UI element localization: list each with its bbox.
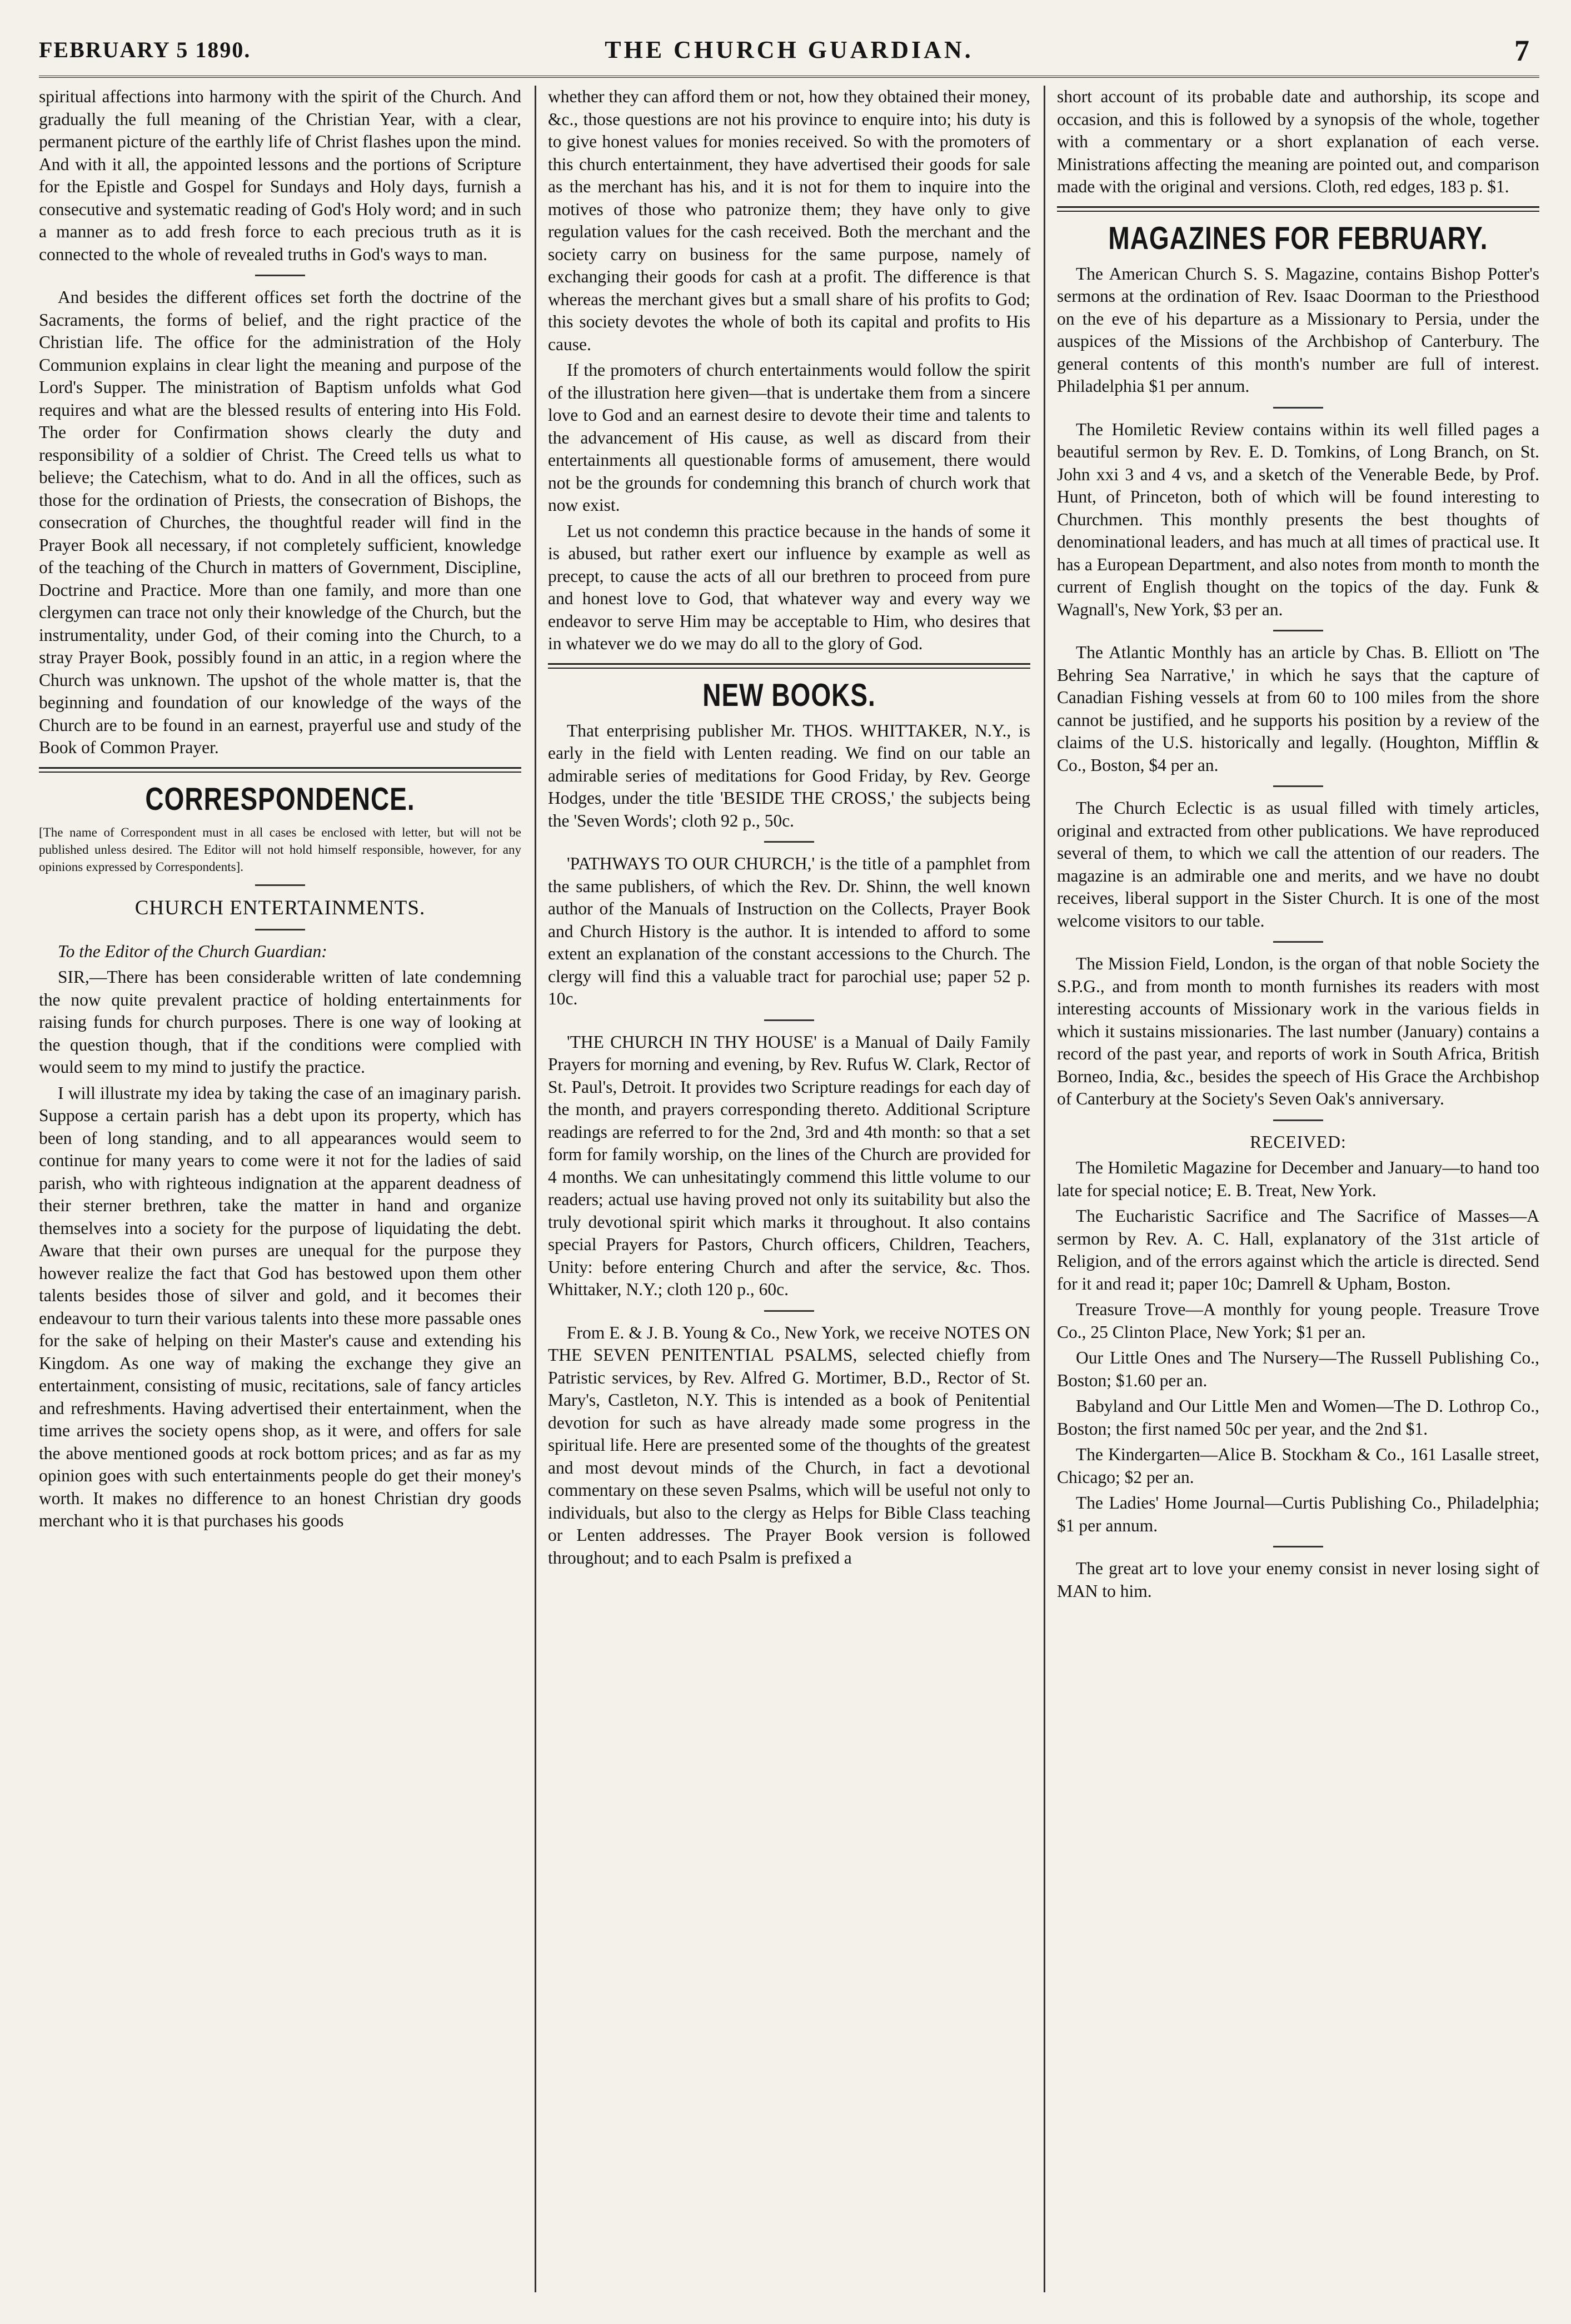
letter-paragraph: Let us not condemn this practice because in the hands of some it is abused, but rather exert our influence by example as well as precept, to cause the acts of all our brethren to proceed from pure and honest love to God, that whatever way and every way we endeavor to serve Him may be acceptable to Him, who desires that in whatever we do we may do all to the glory of God.: [548, 521, 1030, 653]
article-paragraph: And besides the different offices set forth the doctrine of the Sacraments, the forms of belief, and the right practice of the Christian life. The office for the administration of the Holy Communion explains in clear light the meaning and purpose of the Lord's Supper. The ministration of Baptism unfolds what God requires and what are the blessed results of entering into His Fold. The order for Confirmation shows clearly the duty and responsibility of a soldier of Christ. The Creed tells us what to believe; the Catechism, what to do. And in all the offices, such as those for the ordination of Priests, the consecration of Bishops, the consecration of Churches, the thoughtful reader will find in the Prayer Book all necessary, if not completely sufficient, knowledge of the teaching of the Church in matters of Government, Discipline, Doctrine and Practice. More than one family, and more than one clergymen can trace not only their knowledge of the Church, but the instrumentality, under God, of their coming into the Church, to a stray Prayer Book, possibly found in an attic, in a region where the Church was unknown. The upshot of the whole matter is, that the beginning and foundation of our knowledge of the ways of the Church are to be found in an earnest, prayerful use and study of the Book of Common Prayer.: [39, 287, 521, 757]
section-divider: [548, 663, 1030, 669]
issue-date: FEBRUARY 5 1890.: [39, 37, 251, 62]
letter-paragraph: whether they can afford them or not, how they obtained their money, &c., those questions are not his province to enquire into; his duty is to give honest values for monies received. So with the promoters of this church entertainment, they have advertised their goods for sale as the merchant has his, and it is not for them to inquire into the motives of those who patronize them; they have only to give regulation values for the cash received. Both the merchant and the society carry on business for the same purpose, namely of exchanging their goods for cash at a profit. The difference is that whereas the merchant gives but a small share of his profits to God; this society devotes the whole of both its capital and profits to His cause.: [548, 87, 1030, 354]
letter-paragraph: I will illustrate my idea by taking the case of an imaginary parish. Suppose a certain parish has a debt upon its property, which has been of long standing, and to all appearances would seem to continue for many years to come were it not for the ladies of said parish, who with righteous indignation at the apparent deadness of their sterner brethren, take the matter in hand and organize themselves into a society for the purpose of liquidating the debt. Aware that their own purses are unequal for the purpose they however realize the fact that God has bestowed upon them other talents besides those of silver and gold, and it becomes their endeavour to turn their various talents into these more passable ones for the sake of helping on their Master's cause and extending his Kingdom. As one way of making the exchange they give an entertainment, consisting of music, recitations, sale of fancy articles and refreshments. Having advertised their entertainment, when the time arrives the society opens shop, as it were, and offers for sale the above mentioned goods at rock bottom prices; and as far as my opinion goes with such entertainments people do get their money's worth. It makes no difference to an honest Christian dry goods merchant who it is that purchases his goods: [39, 1083, 521, 1530]
received-item: Treasure Trove—A monthly for young people. Treasure Trove Co., 25 Clinton Place, New York; $1 per an.: [1057, 1300, 1539, 1342]
newspaper-title: THE CHURCH GUARDIAN.: [605, 36, 974, 63]
received-item: The Eucharistic Sacrifice and The Sacrifice of Masses—A sermon by Rev. A. C. Hall, explanatory of the 31st article of Religion, and of the errors against which the article is directed. Send for it and read it; paper 10c; Damrell & Upham, Boston.: [1057, 1206, 1539, 1293]
separator: [255, 884, 305, 886]
section-divider: [39, 767, 521, 773]
separator: [1273, 1546, 1323, 1547]
separator: [1273, 630, 1323, 631]
letter-paragraph: SIR,—There has been considerable written of late condemning the now quite prevalent practice of holding entertainments for raising funds for church purposes. There is one way of looking at the question though, that if the conditions were complied with would seem to my mind to justify the practice.: [39, 967, 521, 1077]
received-item: The Kindergarten—Alice B. Stockham & Co., 161 Lasalle street, Chicago; $2 per an.: [1057, 1445, 1539, 1487]
article-title: CHURCH ENTERTAINMENTS.: [134, 896, 426, 919]
separator: [255, 275, 305, 276]
magazine-review: The Homiletic Review contains within its well filled pages a beautiful sermon by Rev. E. D. Tomkins, of Long Branch, on St. John xxi 3 and 4 vs, and a sketch of the Venerable Bede, by Prof. Hunt, of Princeton, both of which will be found interesting to Churchmen. This monthly presents the best thoughts of denominational leaders, and has much at all times of practical use. It has a European Department, and also notes from month to month the current of English thought on the topics of the day. Funk & Wagnall's, New York, $3 per an.: [1057, 419, 1539, 619]
column-1: [39, 86, 521, 2298]
received-item: The Homiletic Magazine for December and January—to hand too late for special notice; E. B. Treat, New York.: [1057, 1158, 1539, 1200]
magazine-review: The Atlantic Monthly has an article by Chas. B. Elliott on 'The Behring Sea Narrative,' in which he says that the capture of Canadian Fishing vessels at from 60 to 100 miles from the shore cannot be justified, and he supports his position by a review of the claims of the U.S. historically and legally. (Houghton, Mifflin & Co., Boston, $4 per an.: [1057, 643, 1539, 775]
received-heading: RECEIVED:: [1250, 1132, 1346, 1152]
column-3: [1057, 86, 1539, 2298]
separator: [1273, 785, 1323, 787]
page-number: 7: [1514, 34, 1529, 67]
book-review: short account of its probable date and authorship, its scope and occasion, and this is followed by a synopsis of the whole, together with a commentary or a short explanation of each verse. Ministrations affecting the meaning are pointed out, and comparison made with the original and versions. Cloth, red edges, 183 p. $1.: [1057, 87, 1539, 196]
letter-salutation: To the Editor of the Church Guardian:: [58, 941, 327, 961]
magazine-review: The American Church S. S. Magazine, contains Bishop Potter's sermons at the ordination of Rev. Isaac Doorman to the Priesthood on the eve of his departure as a Missionary to Persia, under the auspices of the Missions of the Archbishop of Canterbury. The general contents of this month's number are full of interest. Philadelphia $1 per annum.: [1057, 263, 1539, 396]
masthead: [39, 31, 1539, 78]
book-review: 'PATHWAYS TO OUR CHURCH,' is the title of a pamphlet from the same publishers, of which the Rev. Dr. Shinn, the well known author of the Manuals of Instruction on the Collects, Prayer Book and Church History is the author. It is intended to afford to some extent an explanation of the constant accessions to the Church. The clergy will find this a valuable tract for parochial use; paper 52 p. 10c.: [548, 854, 1030, 1008]
book-review: That enterprising publisher Mr. THOS. WHITTAKER, N.Y., is early in the field with Lenten reading. We find on our table an admirable series of meditations for Good Friday, by Rev. George Hodges, under the title 'BESIDE THE CROSS,' the subjects being the 'Seven Words'; cloth 92 p., 50c.: [548, 720, 1030, 830]
section-divider: [1057, 206, 1539, 212]
magazine-review: The Mission Field, London, is the organ of that noble Society the S.P.G., and from month to month furnishes its readers with most interesting accounts of Missionary work in the various fields in which it sustains missionaries. The last number (January) contains a record of the past year, and reports of work in South Africa, British Borneo, India, &c., besides the speech of His Grace the Archbishop of Canterbury at the Society's Seven Oak's anniversary.: [1057, 954, 1539, 1108]
received-item: The Ladies' Home Journal—Curtis Publishing Co., Philadelphia; $1 per annum.: [1057, 1493, 1539, 1535]
separator: [764, 1310, 814, 1312]
newspaper-page: [39, 31, 1539, 2299]
letter-paragraph: If the promoters of church entertainments would follow the spirit of the illustration here given—that is undertake them from a sincere love to God and an earnest desire to devote their time and talents to the advancement of His cause, as well as discard from their entertainments all questionable forms of amusement, there would not be the grounds for condemning this branch of church work that now exist.: [548, 360, 1030, 515]
separator: [1273, 941, 1323, 943]
article-paragraph: spiritual affections into harmony with the spirit of the Church. And gradually the full meaning of the Christian Year, with a clear, permanent picture of the earthly life of Christ flashes upon the mind. And with it all, the appointed lessons and the portions of Scripture for the Epistle and Gospel for Sundays and Holy days, furnish a consecutive and systematic reading of God's Holy word; and in such a manner as to add fresh force to each precious truth as it is connected to the whole of revealed truths in God's ways to man.: [39, 87, 521, 264]
magazine-review: The Church Eclectic is as usual filled with timely articles, original and extracted from other publications. We have reproduced several of them, to which we call the attention of our readers. The magazine is an admirable one and merits, and we have no doubt receives, liberal support in the Sister Church. It is one of the most welcome visitors to our table.: [1057, 798, 1539, 930]
closing-maxim: The great art to love your enemy consist in never losing sight of MAN to him.: [1057, 1559, 1539, 1601]
book-review: 'THE CHURCH IN THY HOUSE' is a Manual of Daily Family Prayers for morning and evening, by Rev. Rufus W. Clark, Rector of St. Paul's, Detroit. It provides two Scripture readings for each day of the month, and prayers corresponding thereto. Additional Scripture readings are referred to for the 2nd, 3rd and 4th month: so that a set form for family worship, on the lines of the Church are provided for 4 months. We can unhesitatingly commend this little volume to our readers; actual use having proved not only its suitability but also the truly devotional spirit which marks it throughout. It also contains special Prayers for Pastors, Church officers, Children, Teachers, Unity: before entering Church and after the service, &c. Thos. Whittaker, N.Y.; cloth 120 p., 60c.: [548, 1032, 1030, 1299]
section-heading-magazines: MAGAZINES FOR FEBRUARY.: [1108, 220, 1488, 256]
separator: [1273, 407, 1323, 409]
separator: [1273, 1119, 1323, 1121]
received-item: Babyland and Our Little Men and Women—The D. Lothrop Co., Boston; the first named 50c per year, and the 2nd $1.: [1057, 1396, 1539, 1439]
separator: [255, 929, 305, 930]
column-rule-1: [535, 86, 536, 2292]
separator: [764, 1019, 814, 1021]
column-2: [548, 86, 1030, 2298]
section-heading-correspondence: CORRESPONDENCE.: [145, 780, 415, 817]
section-heading-new-books: NEW BOOKS.: [702, 676, 876, 713]
column-rule-2: [1044, 86, 1045, 2292]
received-item: Our Little Ones and The Nursery—The Russell Publishing Co., Boston; $1.60 per an.: [1057, 1348, 1539, 1390]
book-review: From E. & J. B. Young & Co., New York, we receive NOTES ON THE SEVEN PENITENTIAL PSALMS, selected chiefly from Patristic services, by Rev. Alfred G. Mortimer, B.D., Rector of St. Mary's, Castleton, N.Y. This is intended as a book of Penitential devotion for such as have already made some progress in the spiritual life. Here are presented some of the thoughts of the greatest and most devout minds of the Church, in fact a devotional commentary on these seven Psalms, which will be useful not only to individuals, but also to the clergy as Helps for Bible Class teaching or Lenten addresses. The Prayer Book version is followed throughout; and to each Psalm is prefixed a: [548, 1322, 1030, 1567]
separator: [764, 841, 814, 843]
editorial-note: [The name of Correspondent must in all cases be enclosed with letter, but will not be published unless desired. The Editor will not hold himself responsible, however, for any opinions expressed by Correspondents].: [39, 825, 521, 874]
